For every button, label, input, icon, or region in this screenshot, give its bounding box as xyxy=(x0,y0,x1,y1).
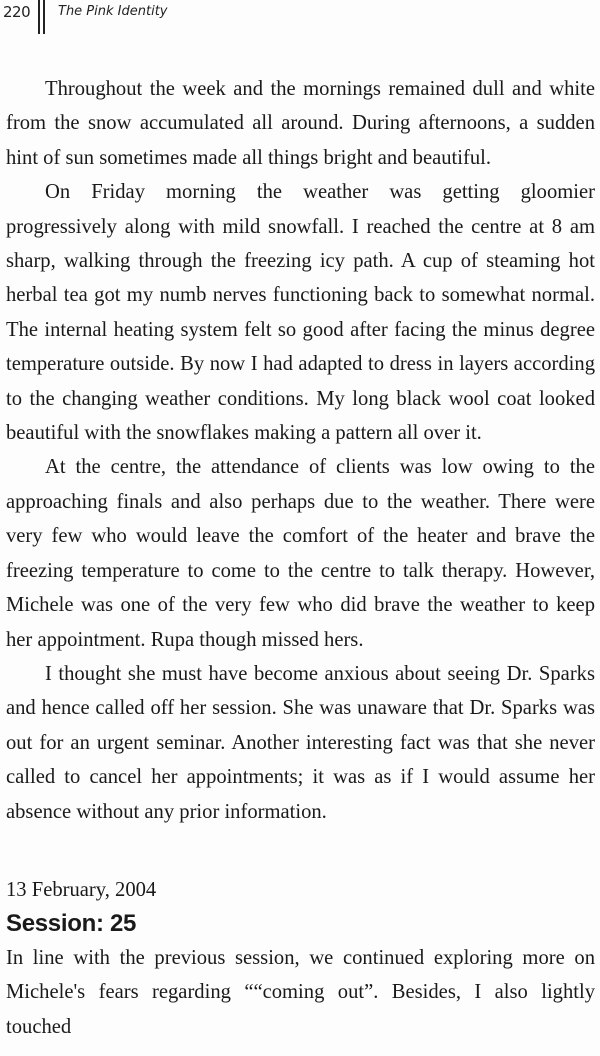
book-title: The Pink Identity xyxy=(58,4,168,19)
running-head xyxy=(0,0,600,34)
header-rule xyxy=(43,0,45,34)
page-number: 220 xyxy=(3,3,31,21)
paragraph: At the centre, the attendance of clients was low owing to the approaching finals and also perhaps due to the weather. There were very few who would leave the comfort of the heater and brave the freezing temperature to come to the centre to talk therapy. However, Michele was one of the very few who did brave the weather to keep her appointment. Rupa though missed hers. xyxy=(6,456,595,651)
body-text xyxy=(6,72,595,1044)
paragraph: Throughout the week and the mornings remained dull and white from the snow accumulated all around. During afternoons, a sudden hint of sun sometimes made all things bright and beautiful. xyxy=(6,78,595,169)
paragraph: On Friday morning the weather was getting gloomier progressively along with mild snowfall. I reached the centre at 8 am sharp, walking through the freezing icy path. A cup of steaming hot herbal tea got my numb nerves functioning back to somewhat normal. The internal heating system felt so good after facing the minus degree temperature outside. By now I had adapted to dress in layers according to the changing weather conditions. My long black wool coat looked beautiful with the snowflakes making a pattern all over it. xyxy=(6,181,595,445)
session-heading: Session: 25 xyxy=(6,909,137,937)
session-paragraph: In line with the previous session, we continued exploring more on Michele's fears regarding ““coming out”. Besides, I also lightly touched xyxy=(6,946,595,1038)
entry-date: 13 February, 2004 xyxy=(6,878,157,901)
section-gap xyxy=(6,829,595,873)
header-rule xyxy=(38,0,40,34)
paragraph: I thought she must have become anxious about seeing Dr. Sparks and hence called off her session. She was unaware that Dr. Sparks was out for an urgent seminar. Another interesting fact was that she never called to cancel her appointments; it was as if I would assume her absence without any prior information. xyxy=(6,662,595,823)
